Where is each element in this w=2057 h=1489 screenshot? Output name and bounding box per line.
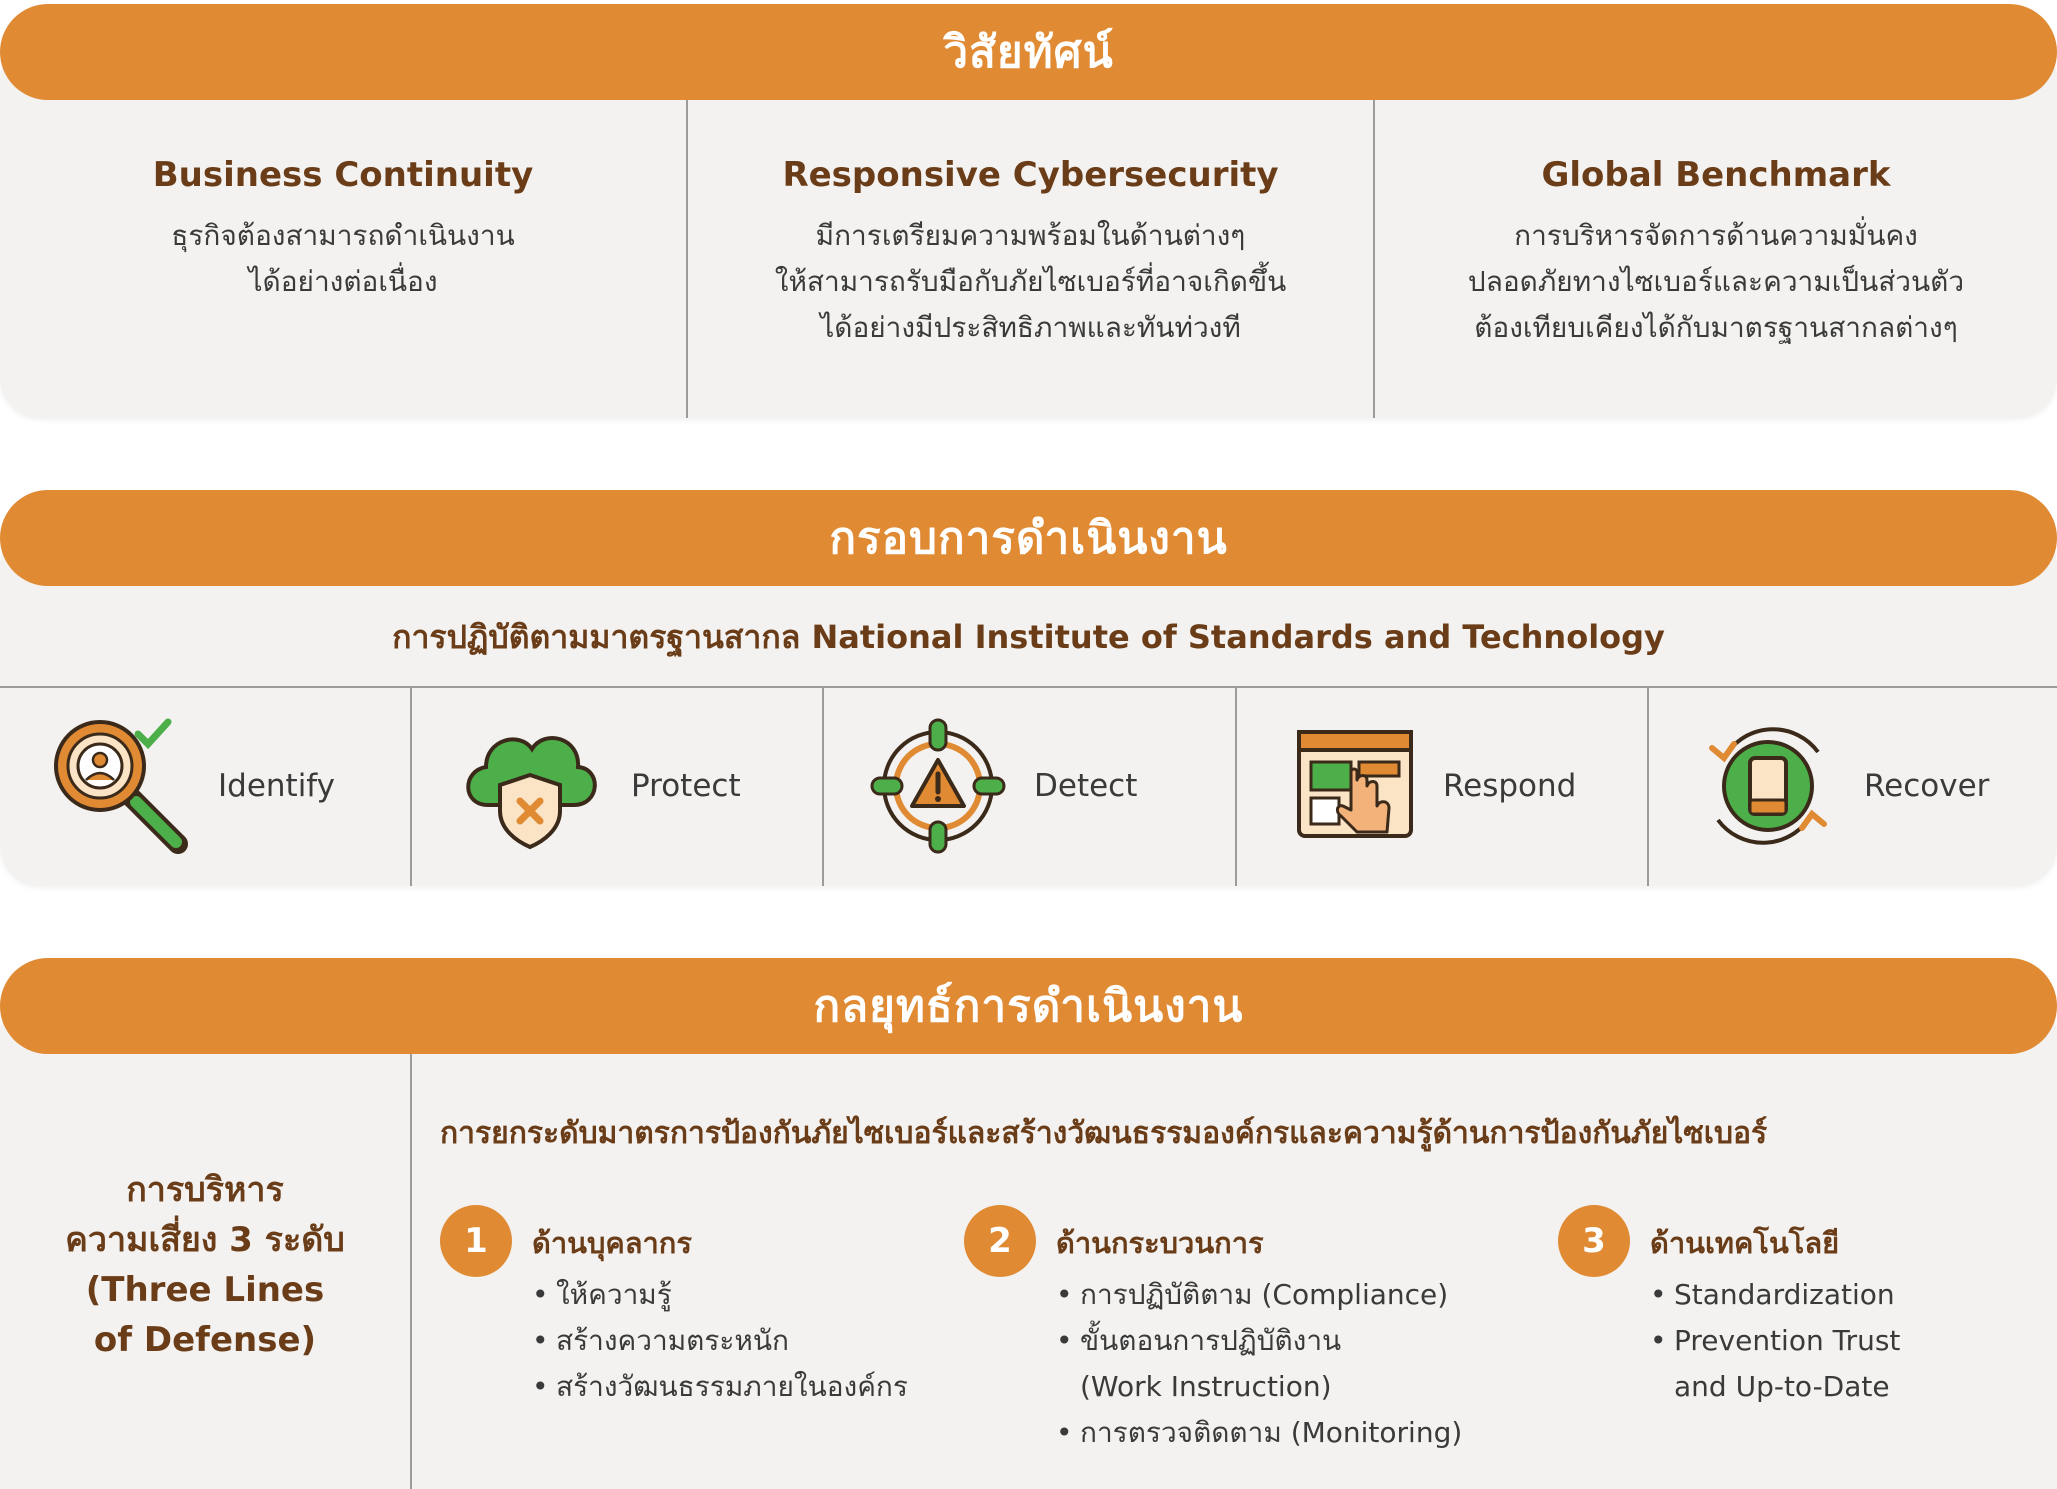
vision-column-line: ต้องเทียบเคียงได้กับมาตรฐานสากลต่างๆ [1474, 311, 1958, 344]
vision-column-line: มีการเตรียมความพร้อมในด้านต่างๆ [815, 219, 1246, 252]
vision-column-heading: Global Benchmark [1541, 155, 1891, 195]
function-label: Protect [631, 768, 741, 804]
pillar-process [1056, 1220, 1462, 1456]
pillar-item: • Prevention Trust [1650, 1324, 1901, 1357]
pillar-item-text: สร้างความตระหนัก [556, 1324, 789, 1357]
pillar-item: • ให้ความรู้ [532, 1278, 672, 1311]
browser-click-icon [1295, 726, 1415, 846]
risk-line: ความเสี่ยง 3 ระดับ [65, 1220, 345, 1260]
vision-column-business-continuity [0, 155, 686, 305]
pillar-item-text: การตรวจติดตาม (Monitoring) [1080, 1416, 1463, 1449]
function-label: Respond [1443, 768, 1577, 804]
vision-title: วิสัยทัศน์ [943, 27, 1114, 78]
pillar-item: • Standardization [1650, 1278, 1895, 1311]
vision-column-line: ปลอดภัยทางไซเบอร์และความเป็นส่วนตัว [1467, 265, 1965, 298]
function-divider-1 [410, 686, 412, 886]
function-label: Recover [1864, 768, 1990, 804]
strategy-band [0, 958, 2057, 1054]
pillar-item: • สร้างความตระหนัก [532, 1324, 789, 1357]
target-warning-icon [870, 718, 1006, 854]
vision-column-line: ได้อย่างมีประสิทธิภาพและทันท่วงที [820, 311, 1241, 344]
vision-column-global-benchmark [1375, 155, 2057, 351]
vision-column-heading: Responsive Cybersecurity [782, 155, 1279, 195]
function-label: Detect [1034, 768, 1138, 804]
device-refresh-icon [1700, 718, 1836, 854]
pillar-title: ด้านเทคโนโลยี [1650, 1226, 1840, 1260]
function-respond [1295, 686, 1576, 886]
framework-subtitle: การปฏิบัติตามมาตรฐานสากล National Institute of Standards and Technology [392, 618, 1665, 656]
pillar-item-text: Prevention Trust [1674, 1324, 1901, 1357]
risk-line: การบริหาร [126, 1170, 284, 1210]
pillar-number: 1 [464, 1221, 488, 1261]
vision-column-line: ธุรกิจต้องสามารถดำเนินงาน [171, 219, 515, 252]
pillar-item: • การตรวจติดตาม (Monitoring) [1056, 1416, 1463, 1449]
function-recover [1700, 686, 1989, 886]
risk-line: (Three Lines [85, 1270, 325, 1310]
pillar-item: • การปฏิบัติตาม (Compliance) [1056, 1278, 1449, 1311]
framework-title: กรอบการดำเนินงาน [829, 513, 1228, 564]
function-detect [870, 686, 1137, 886]
function-divider-2 [822, 686, 824, 886]
pillar-item-continuation [1650, 1364, 1900, 1410]
vision-column-line: การบริหารจัดการด้านความมั่นคง [1514, 219, 1918, 252]
strategy-divider [410, 1054, 412, 1489]
three-lines-of-defense [0, 1165, 410, 1365]
pillar-item-text: ขั้นตอนการปฏิบัติงาน [1080, 1324, 1342, 1357]
strategy-title: กลยุทธ์การดำเนินงาน [813, 981, 1244, 1032]
framework-band [0, 490, 2057, 586]
vision-column-line: ให้สามารถรับมือกับภัยไซเบอร์ที่อาจเกิดขึ้น [774, 265, 1287, 298]
pillar-item-text: การปฏิบัติตาม (Compliance) [1080, 1278, 1449, 1311]
function-protect [458, 686, 741, 886]
pillar-item-continuation [1056, 1364, 1462, 1410]
strategy-heading: การยกระดับมาตรการป้องกันภัยไซเบอร์และสร้างวัฒนธรรมองค์กรและความรู้ด้านการป้องกันภัยไซเบอร์ [440, 1116, 1768, 1151]
pillar-technology [1650, 1220, 1900, 1410]
function-divider-4 [1647, 686, 1649, 886]
pillar-number-badge [964, 1205, 1036, 1277]
vision-column-line: ได้อย่างต่อเนื่อง [248, 265, 438, 298]
pillar-number: 2 [988, 1221, 1012, 1261]
pillar-number-badge [440, 1205, 512, 1277]
pillar-title: ด้านกระบวนการ [1056, 1226, 1264, 1260]
magnifier-user-icon [50, 716, 190, 856]
pillar-item: • สร้างวัฒนธรรมภายในองค์กร [532, 1370, 908, 1403]
pillar-item: • ขั้นตอนการปฏิบัติงาน [1056, 1324, 1342, 1357]
vision-column-responsive-cybersecurity [688, 155, 1373, 351]
pillar-item-text: (Work Instruction) [1080, 1370, 1332, 1403]
vision-column-heading: Business Continuity [152, 155, 534, 195]
pillar-title: ด้านบุคลากร [532, 1226, 692, 1260]
pillar-item-text: สร้างวัฒนธรรมภายในองค์กร [556, 1370, 908, 1403]
function-label: Identify [218, 768, 336, 804]
cloud-shield-icon [458, 721, 603, 851]
pillar-item-text: ให้ความรู้ [556, 1278, 672, 1311]
pillar-item-text: and Up-to-Date [1674, 1370, 1890, 1403]
function-divider-3 [1235, 686, 1237, 886]
function-identify [50, 686, 335, 886]
pillar-number: 3 [1582, 1221, 1606, 1261]
vision-band [0, 4, 2057, 100]
pillar-people [532, 1220, 908, 1410]
pillar-item-text: Standardization [1674, 1278, 1895, 1311]
pillar-number-badge [1558, 1205, 1630, 1277]
risk-line: of Defense) [93, 1320, 317, 1360]
